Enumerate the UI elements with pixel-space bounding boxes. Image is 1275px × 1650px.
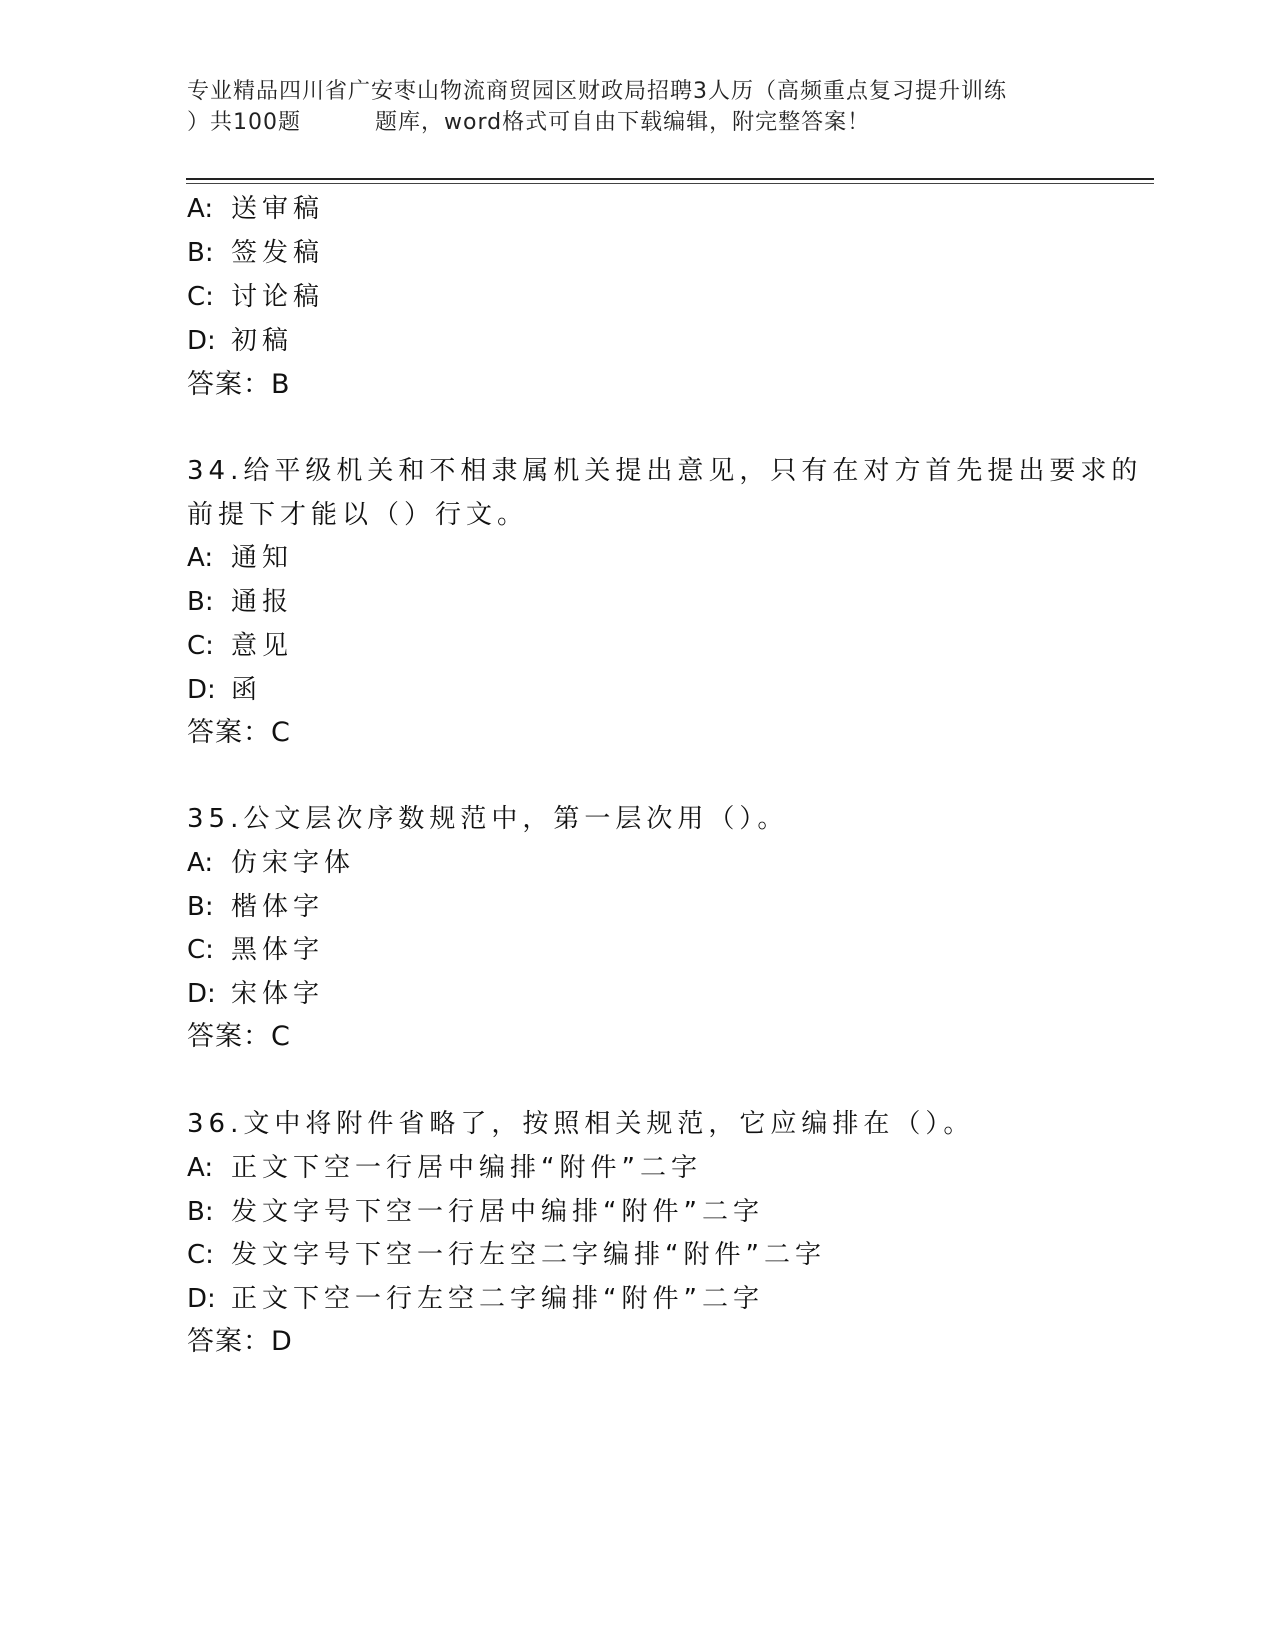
q34-option-c: [187, 629, 293, 663]
option-key: B:: [187, 1197, 214, 1227]
q33-option-c: [187, 280, 324, 314]
q35-option-a: [187, 846, 355, 880]
q34-option-a: [187, 541, 293, 575]
option-key: D:: [187, 326, 216, 356]
option-text: 发文字号下空一行左空二字编排“附件”二字: [231, 1240, 826, 1270]
q35-option-d: [187, 977, 324, 1011]
header-title-line-1: 专业精品四川省广安枣山物流商贸园区财政局招聘3人历（高频重点复习提升训练: [187, 79, 1007, 104]
option-key: A:: [187, 194, 214, 224]
option-key: C:: [187, 935, 214, 965]
header-rule-thick: [186, 178, 1154, 180]
q34-option-b: [187, 585, 293, 619]
q36-option-c: [187, 1238, 826, 1272]
q35-option-c: [187, 933, 324, 967]
option-key: A:: [187, 543, 214, 573]
option-key: B:: [187, 238, 214, 268]
option-key: C:: [187, 282, 214, 312]
q33-answer: 答案：B: [187, 369, 291, 400]
document-header: [187, 76, 1087, 138]
q35-answer: 答案：C: [187, 1021, 291, 1052]
option-key: D:: [187, 675, 216, 705]
q36-question-line-1: 36.文中将附件省略了，按照相关规范，它应编排在（）。: [187, 1109, 975, 1139]
q34-question-line-1: 34.给平级机关和不相隶属机关提出意见，只有在对方首先提出要求的: [187, 456, 1143, 486]
option-text: 正文下空一行居中编排“附件”二字: [231, 1153, 702, 1183]
option-text: 黑体字: [231, 935, 325, 965]
option-key: D:: [187, 979, 216, 1009]
q36-option-b: [187, 1195, 764, 1229]
option-key: B:: [187, 892, 214, 922]
option-key: D:: [187, 1284, 216, 1314]
header-title-line-2-right: 题库，word格式可自由下载编辑，附完整答案！: [375, 110, 871, 135]
q34-question-line-2: 前提下才能以（）行文。: [187, 500, 529, 530]
option-key: A:: [187, 1153, 214, 1183]
option-text: 发文字号下空一行居中编排“附件”二字: [231, 1197, 764, 1227]
q35-option-b: [187, 890, 324, 924]
q36-option-d: [187, 1282, 764, 1316]
q33-option-a: [187, 192, 324, 226]
q33-option-d: [187, 324, 293, 358]
q35-question-line-1: 35.公文层次序数规范中，第一层次用（）。: [187, 804, 789, 834]
option-text: 通知: [231, 543, 294, 573]
option-text: 通报: [231, 587, 294, 617]
header-title-line-2: [187, 107, 1087, 138]
q36-answer: 答案：D: [187, 1326, 293, 1357]
option-text: 讨论稿: [231, 282, 325, 312]
option-text: 仿宋字体: [231, 848, 356, 878]
option-text: 意见: [231, 631, 294, 661]
header-title-line-2-left: ）共100题: [187, 110, 301, 135]
q36-option-a: [187, 1151, 702, 1185]
option-text: 初稿: [231, 326, 294, 356]
q34-answer: 答案：C: [187, 717, 291, 748]
q34-option-d: [187, 673, 262, 707]
option-text: 送审稿: [231, 194, 325, 224]
option-key: A:: [187, 848, 214, 878]
option-text: 楷体字: [231, 892, 325, 922]
option-text: 签发稿: [231, 238, 325, 268]
option-text: 宋体字: [231, 979, 325, 1009]
option-text: 正文下空一行左空二字编排“附件”二字: [231, 1284, 764, 1314]
header-rule-thin: [186, 183, 1154, 184]
option-key: C:: [187, 1240, 214, 1270]
option-key: C:: [187, 631, 214, 661]
option-key: B:: [187, 587, 214, 617]
q33-option-b: [187, 236, 324, 270]
option-text: 函: [231, 675, 263, 705]
